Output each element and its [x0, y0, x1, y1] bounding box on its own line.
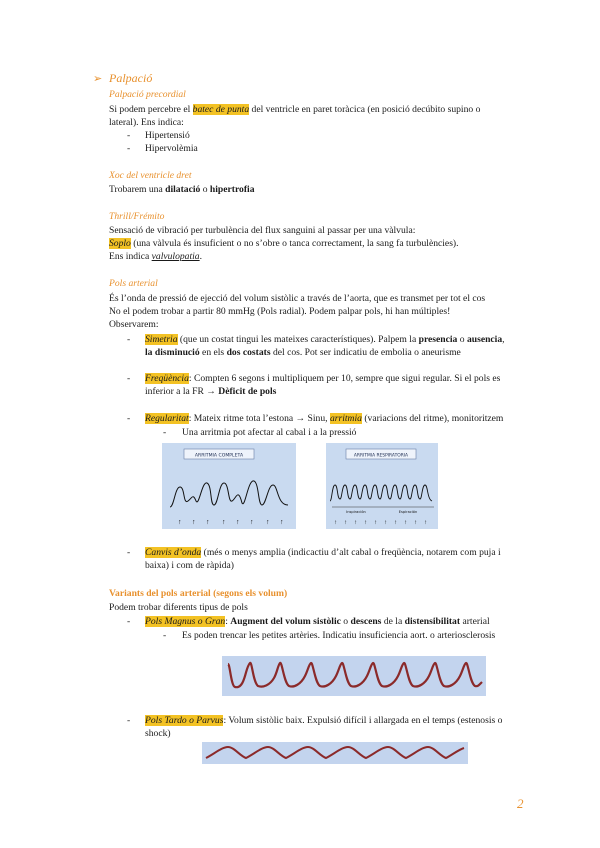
pols-tardo-wave-figure	[202, 742, 468, 764]
svg-text:↑: ↑	[222, 518, 226, 526]
thrill-line-3: Ens indica valvulopatia.	[109, 251, 203, 262]
svg-text:↑: ↑	[404, 520, 407, 526]
highlight-simetria: Simetria	[145, 334, 178, 345]
highlight-canvis: Canvis d’onda	[145, 547, 202, 558]
xoc-line: Trobarem una dilatació o hipertrofia	[109, 184, 255, 195]
pols-line-3: Observarem:	[109, 319, 159, 330]
thrill-line-2: Soplo (una vàlvula és insuficient o no s’obre o tanca correctament, la sang fa turbulències).	[109, 238, 459, 249]
highlight-soplo: Soplo	[109, 238, 131, 249]
pols-line-2: No el podem trobar a partir 80 mmHg (Pols radial). Podem palpar pols, hi han múltiples!	[109, 306, 451, 317]
svg-text:↑: ↑	[266, 518, 270, 526]
chart1-title: ARRITMIA COMPLETA	[194, 453, 244, 459]
variants-line-1: Podem trobar diferents tipus de pols	[109, 602, 248, 613]
list-dash: -	[127, 616, 131, 627]
list-dash: -	[127, 130, 131, 141]
simetria-line-2: la disminució en els dos costats del cos. Pot ser indicatiu de embolia o aneurisme	[145, 347, 461, 358]
pols-line-1: És l’onda de pressió de ejecció del volum sistòlic a través de l’aorta, que es transmet per tot el cos	[109, 293, 486, 304]
thrill-line-1: Sensació de vibració per turbulència del flux sanguini al passar per una vàlvula:	[109, 225, 416, 236]
xoc-heading: Xoc del ventricle dret	[109, 170, 192, 181]
svg-text:↑: ↑	[178, 518, 182, 526]
svg-text:↑: ↑	[364, 520, 367, 526]
highlight-frequencia: Freqüència	[145, 373, 189, 384]
svg-text:↑: ↑	[192, 518, 196, 526]
chart2-inspiracion-label: Inspiración	[346, 510, 366, 514]
arrow-right-icon: →	[206, 386, 216, 397]
svg-text:↑: ↑	[334, 520, 337, 526]
arritmia-completa-figure	[162, 443, 296, 529]
chart2-title: ARRITMIA RESPIRATORIA	[353, 453, 409, 459]
precordial-heading: Palpació precordial	[109, 89, 186, 100]
chart2-espiracion-label: Espiración	[398, 510, 418, 514]
list-dash: -	[127, 143, 131, 154]
list-dash: -	[127, 413, 131, 424]
variants-heading: Variants del pols arterial (segons els volum)	[109, 588, 288, 599]
magnus-line: Pols Magnus o Gran: Augment del volum sistòlic o descens de la distensibilitat arterial	[145, 616, 490, 627]
precordial-line-2: lateral). Ens indica:	[109, 117, 184, 128]
svg-text:↑: ↑	[236, 518, 240, 526]
simetria-line-1: Simetria (que un costat tingui les mateixes característiques). Palpem la presencia o ausencia,	[145, 334, 505, 345]
reg-sub: Una arritmia pot afectar al cabal i a la pressió	[182, 427, 357, 438]
pols-magnus-wave-figure	[222, 656, 486, 696]
page-number: 2	[517, 796, 524, 811]
list-dash: -	[127, 547, 131, 558]
list-item: Hipervolèmia	[145, 143, 198, 154]
svg-text:↑: ↑	[374, 520, 377, 526]
svg-text:↑: ↑	[414, 520, 417, 526]
tardo-line-1: Pols Tardo o Parvus: Volum sistòlic baix. Expulsió difícil i allargada en el temps (estenosis o	[145, 715, 503, 726]
svg-text:↑: ↑	[280, 518, 284, 526]
section-bullet-icon: ➢	[93, 73, 103, 85]
highlight-magnus: Pols Magnus o Gran	[145, 616, 226, 627]
svg-text:↑: ↑	[344, 520, 347, 526]
thrill-heading: Thrill/Frémito	[109, 211, 165, 222]
arritmia-respiratoria-figure	[326, 443, 438, 529]
svg-text:↑: ↑	[394, 520, 397, 526]
highlight-arritmia: arritmia	[329, 413, 362, 424]
svg-text:↑: ↑	[424, 520, 427, 526]
svg-text:↑: ↑	[384, 520, 387, 526]
reg-line-1: Regularitat: Mateix ritme tota l’estona → Sinu, arritmia (variacions del ritme), monitoritzem	[145, 413, 504, 424]
list-item: Hipertensió	[145, 130, 190, 141]
list-dash: -	[163, 427, 167, 438]
section-title: Palpació	[109, 71, 153, 85]
precordial-line-1: Si podem percebre el batec de punta del ventricle en paret toràcica (en posició decúbito supino o	[109, 104, 481, 115]
list-dash: -	[127, 334, 131, 345]
list-dash: -	[163, 630, 167, 641]
canvis-line-2: baixa) i com de ràpida)	[145, 560, 234, 571]
highlight-batec: batec de punta	[192, 104, 250, 115]
tardo-line-2: shock)	[145, 728, 171, 739]
list-dash: -	[127, 715, 131, 726]
svg-text:↑: ↑	[206, 518, 210, 526]
magnus-sub: Es poden trencar les petites artèries. Indicatiu insuficiencia aort. o arteriosclerosis	[182, 630, 496, 641]
arrow-right-icon: →	[295, 413, 306, 424]
svg-text:↑: ↑	[354, 520, 357, 526]
highlight-regularitat: Regularitat	[145, 413, 189, 424]
freq-line-2: inferior a la FR → Dèficit de pols	[145, 386, 277, 397]
canvis-line-1: Canvis d’onda (més o menys amplia (indicactiu d’alt cabal o freqüència, notarem com puja i	[145, 547, 501, 558]
list-dash: -	[127, 373, 131, 384]
highlight-tardo: Pols Tardo o Parvus	[145, 715, 224, 726]
svg-text:↑: ↑	[250, 518, 254, 526]
pols-heading: Pols arterial	[109, 278, 158, 289]
freq-line-1: Freqüència: Compten 6 segons i multipliquem per 10, sempre que sigui regular. Si el pols es	[145, 373, 501, 384]
